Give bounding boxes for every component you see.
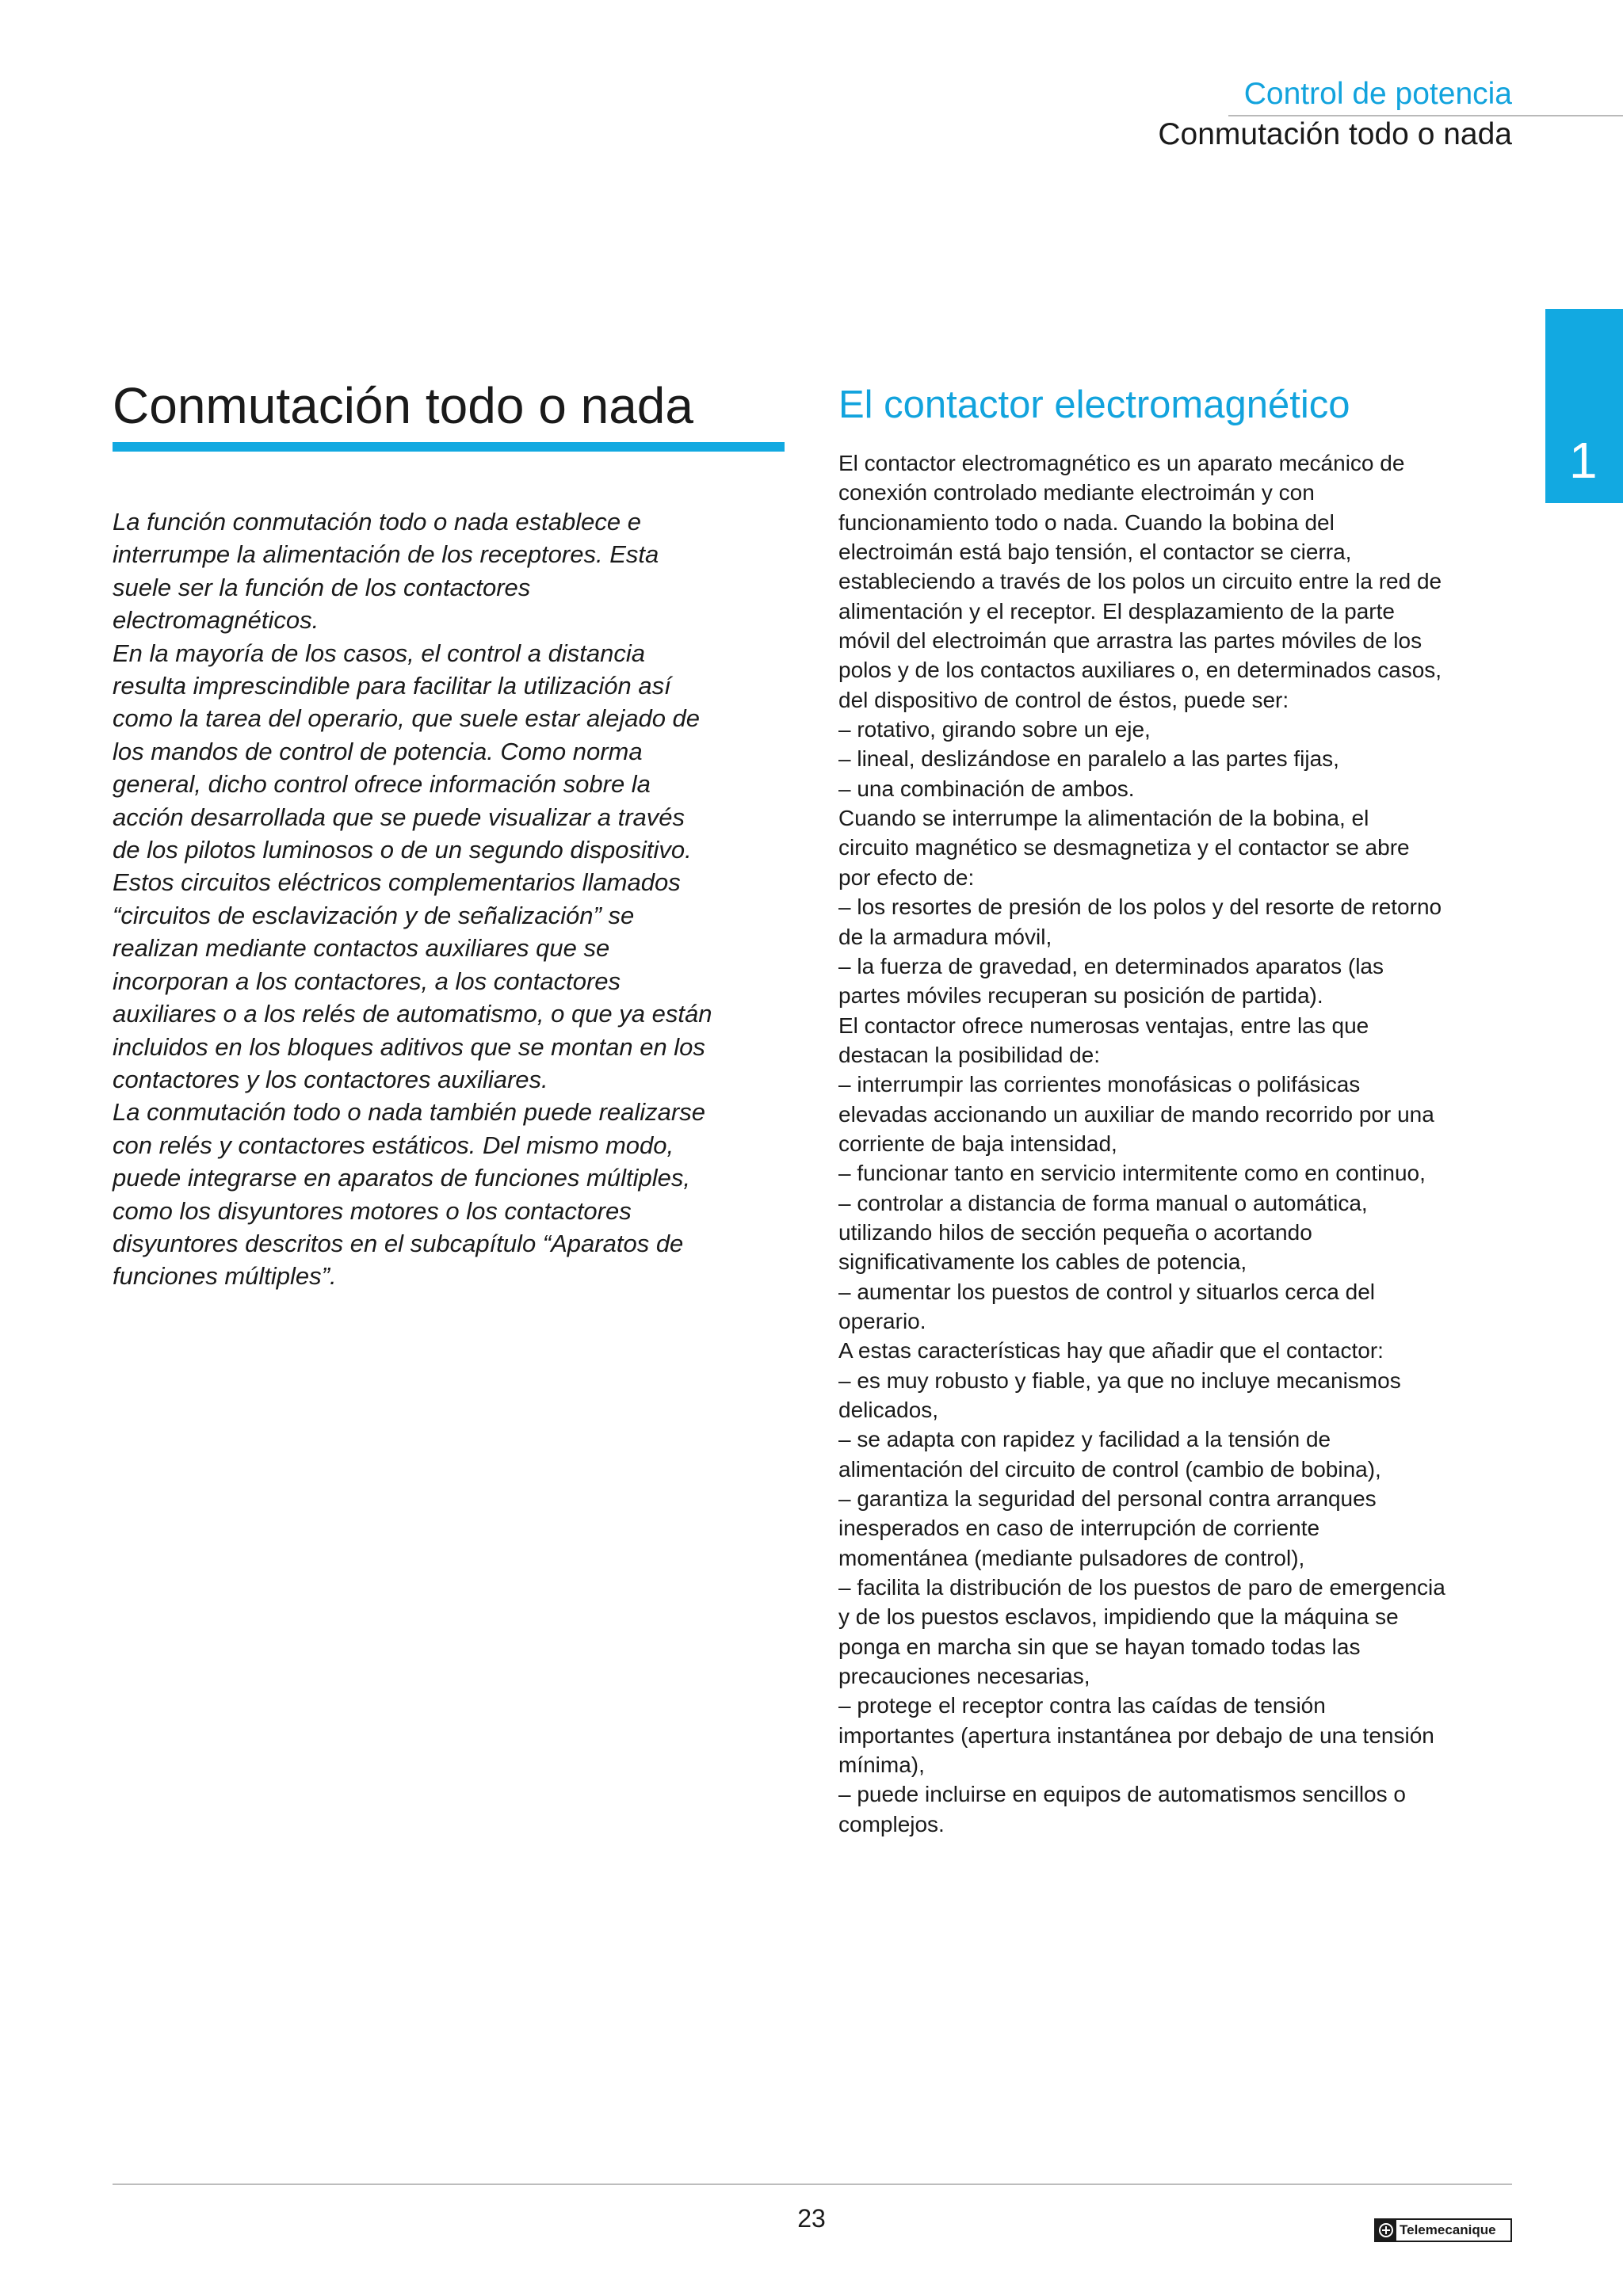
right-line: – aumentar los puestos de control y situarlos cerca del [838,1279,1376,1304]
left-line: los mandos de control de potencia. Como norma [113,737,643,765]
right-line: – controlar a distancia de forma manual o automática, [838,1190,1368,1215]
left-line: “circuitos de esclavización y de señalización” se [113,901,635,929]
left-line: auxiliares o a los relés de automatismo, o que ya están [113,1000,712,1028]
right-line: móvil del electroimán que arrastra las partes móviles de los [838,628,1423,654]
right-line: significativamente los cables de potencia, [838,1249,1247,1275]
right-line: mínima), [838,1753,925,1778]
right-line: conexión controlado mediante electroimán y con [838,480,1315,505]
right-line: – protege el receptor contra las caídas de tensión [838,1693,1326,1718]
right-line: delicados, [838,1398,939,1422]
left-line: incluidos en los bloques aditivos que se montan en los [113,1032,705,1061]
title-accent-bar [113,442,785,452]
footer-rule [113,2183,1512,2185]
right-line: A estas características hay que añadir que el contactor: [838,1338,1384,1363]
right-line: elevadas accionando un auxiliar de mando recorrido por una [838,1101,1434,1127]
right-line: – rotativo, girando sobre un eje, [838,717,1151,742]
right-line: – los resortes de presión de los polos y del resorte de retorno [838,894,1442,920]
right-line: El contactor ofrece numerosas ventajas, entre las que [838,1013,1369,1038]
left-line: disyuntores descritos en el subcapítulo “Aparatos de [113,1229,684,1257]
left-line: contactores y los contactores auxiliares. [113,1065,548,1093]
right-line: – es muy robusto y fiable, ya que no incluye mecanismos [838,1367,1401,1393]
brand-mark-icon [1376,2220,1396,2241]
right-line: funcionamiento todo o nada. Cuando la bobina del [838,509,1335,535]
right-line: – lineal, deslizándose en paralelo a las partes fijas, [838,746,1339,772]
left-line: acción desarrollada que se puede visualizar a través [113,803,685,831]
left-line: En la mayoría de los casos, el control a distancia [113,639,646,667]
right-line: por efecto de: [838,864,975,890]
right-line: alimentación del circuito de control (cambio de bobina), [838,1456,1381,1482]
chapter-tab [1545,309,1623,503]
page-number: 23 [797,2204,826,2233]
right-line: – se adapta con rapidez y facilidad a la tensión de [838,1427,1331,1452]
right-line: del dispositivo de control de éstos, puede ser: [838,687,1289,712]
header-section-title: Control de potencia [1243,77,1512,111]
left-line: como los disyuntores motores o los contactores [113,1196,632,1225]
right-line: importantes (apertura instantánea por debajo de una tensión [838,1722,1434,1748]
right-line: inesperados en caso de interrupción de corriente [838,1516,1320,1541]
right-line: precauciones necesarias, [838,1664,1090,1689]
brand-logo [1374,2218,1512,2242]
right-line: momentánea (mediante pulsadores de control), [838,1545,1305,1570]
right-line: – puede incluirse en equipos de automatismos sencillos o [838,1782,1406,1807]
right-line: – una combinación de ambos. [838,776,1135,801]
left-line: puede integrarse en aparatos de funciones múltiples, [113,1164,690,1192]
right-line: Cuando se interrumpe la alimentación de la bobina, el [838,806,1369,831]
right-line: polos y de los contactos auxiliares o, en determinados casos, [838,658,1442,683]
left-column-body [113,505,794,1293]
right-line: operario. [838,1308,926,1333]
left-line: Estos circuitos eléctricos complementarios llamados [113,868,681,897]
left-line: interrumpe la alimentación de los receptores. Esta [113,540,659,569]
left-line: electromagnéticos. [113,606,319,635]
left-line: La función conmutación todo o nada establece e [113,508,641,536]
right-line: destacan la posibilidad de: [838,1042,1101,1067]
left-line: con relés y contactores estáticos. Del mismo modo, [113,1131,674,1159]
right-line: utilizando hilos de sección pequeña o acortando [838,1219,1312,1245]
right-line: – funcionar tanto en servicio intermitente como en continuo, [838,1161,1426,1186]
right-line: – garantiza la seguridad del personal contra arranques [838,1486,1377,1512]
right-line: electroimán está bajo tensión, el contactor se cierra, [838,540,1352,565]
right-line: El contactor electromagnético es un aparato mecánico de [838,451,1405,475]
left-line: realizan mediante contactos auxiliares que se [113,934,610,963]
right-line: partes móviles recuperan su posición de partida). [838,983,1323,1009]
right-line: complejos. [838,1811,945,1836]
right-line: y de los puestos esclavos, impidiendo que la máquina se [838,1604,1399,1630]
header-subsection-title: Conmutación todo o nada [1158,117,1512,151]
right-line: estableciendo a través de los polos un circuito entre la red de [838,569,1442,594]
right-line: corriente de baja intensidad, [838,1131,1117,1156]
left-column-title: Conmutación todo o nada [113,377,693,434]
right-line: ponga en marcha sin que se hayan tomado todas las [838,1634,1361,1659]
chapter-number: 1 [1569,432,1598,489]
left-line: La conmutación todo o nada también puede realizarse [113,1098,705,1127]
left-line: funciones múltiples”. [113,1262,337,1291]
brand-name: Telemecanique [1400,2222,1496,2237]
left-line: resulta imprescindible para facilitar la utilización así [113,672,671,700]
left-line: de los pilotos luminosos o de un segundo dispositivo. [113,836,692,864]
right-line: alimentación y el receptor. El desplazamiento de la parte [838,598,1395,624]
left-line: general, dicho control ofrece información sobre la [113,770,651,799]
right-line: de la armadura móvil, [838,924,1052,949]
left-line: como la tarea del operario, que suele estar alejado de [113,704,701,733]
right-column-body [838,448,1520,1839]
right-line: – la fuerza de gravedad, en determinados aparatos (las [838,953,1384,978]
right-line: – facilita la distribución de los puestos de paro de emergencia [838,1575,1445,1600]
left-line: incorporan a los contactores, a los contactores [113,967,621,995]
right-column-title: El contactor electromagnético [838,383,1350,426]
right-line: circuito magnético se desmagnetiza y el contactor se abre [838,835,1410,860]
left-line: suele ser la función de los contactores [113,573,531,601]
right-line: – interrumpir las corrientes monofásicas o polifásicas [838,1072,1361,1097]
